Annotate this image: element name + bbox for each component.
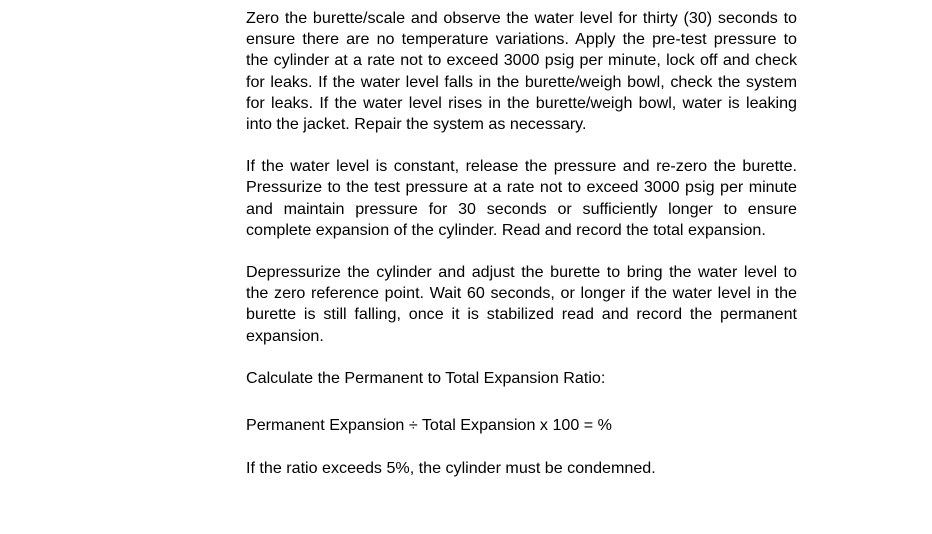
expansion-formula: Permanent Expansion ÷ Total Expansion x 100 = % (246, 416, 612, 435)
paragraph-condemn-rule: If the ratio exceeds 5%, the cylinder must be condemned. (246, 459, 656, 478)
paragraph-depressurize: Depressurize the cylinder and adjust the burette to bring the water level to the zero reference point. Wait 60 seconds, or longer if the water level in the burette is still falling, once it is stabilized read and record the permanent expansion. (246, 263, 797, 345)
paragraph-calculate-ratio: Calculate the Permanent to Total Expansion Ratio: (246, 368, 606, 387)
document-body (246, 8, 797, 479)
paragraph-water-level-constant: If the water level is constant, release the pressure and re-zero the burette. Pressurize to the test pressure at a rate not to exceed 3000 psig per minute and maintain pressure for 30 seconds or sufficiently longer to ensure complete expansion of the cylinder. Read and record the total expansion. (246, 157, 797, 239)
paragraph-zero-burette: Zero the burette/scale and observe the water level for thirty (30) seconds to ensure there are no temperature variations. Apply the pre-test pressure to the cylinder at a rate not to exceed 3000 psig per minute, lock off and check for leaks. If the water level falls in the burette/weigh bowl, check the system for leaks. If the water level rises in the burette/weigh bowl, water is leaking into the jacket. Repair the system as necessary. (246, 9, 797, 134)
